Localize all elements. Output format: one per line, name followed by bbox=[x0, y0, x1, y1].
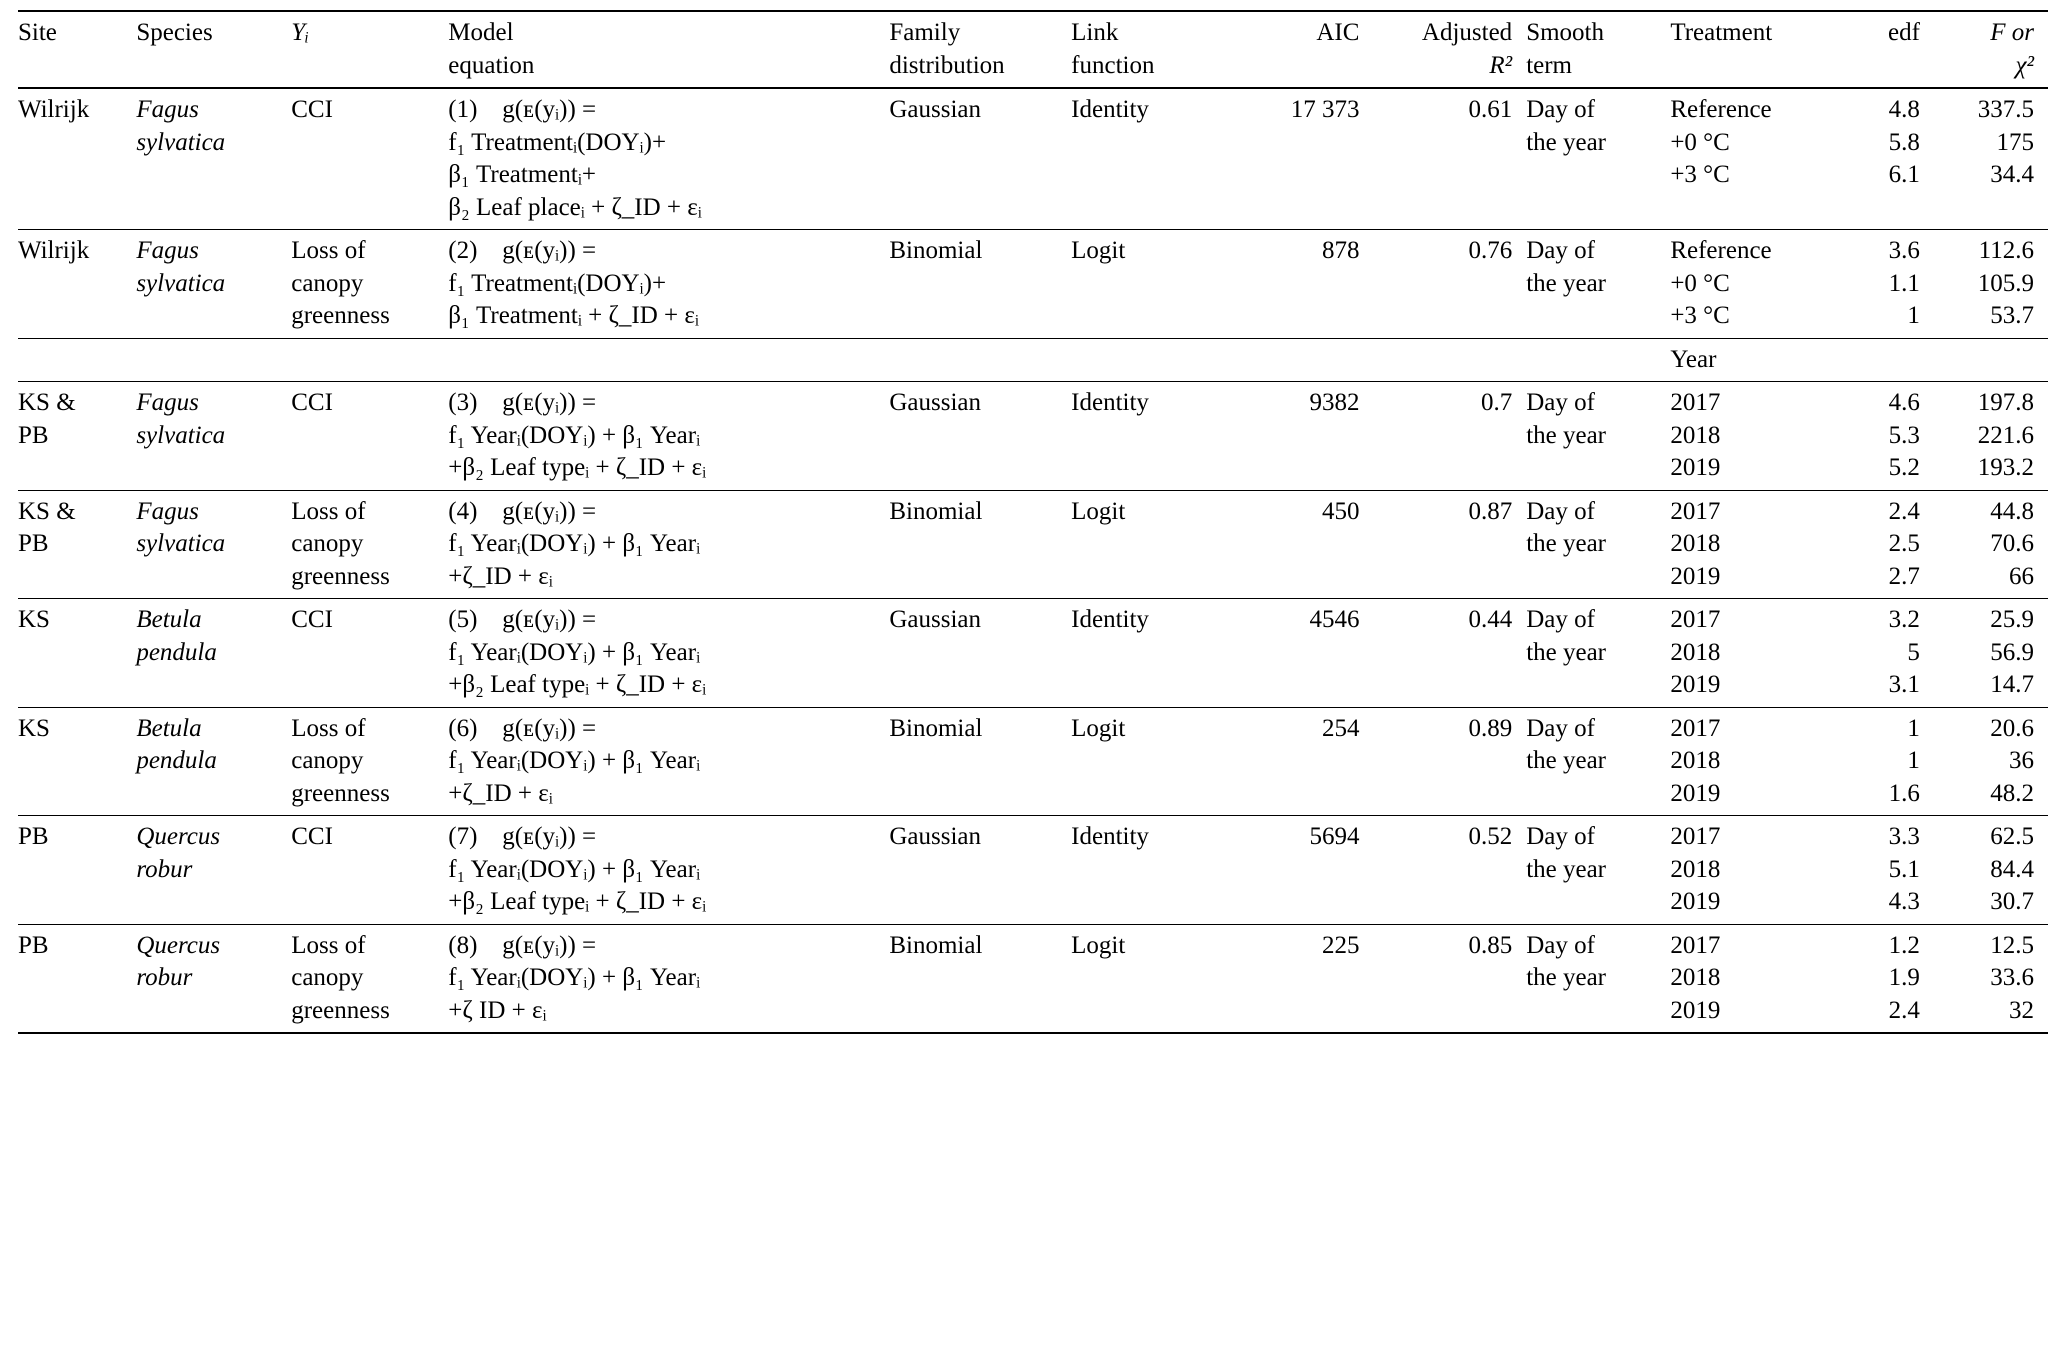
table-row bbox=[18, 230, 2048, 339]
cell-model-equation: (5) g(ᴇ(yᵢ)) = f₁ Yearᵢ(DOYᵢ) + β₁ Yearᵢ +β₂ Leaf typeᵢ + ζ_ID + εᵢ bbox=[448, 599, 889, 708]
column-header-family-line2: distribution bbox=[889, 51, 1005, 79]
table-row bbox=[18, 816, 2048, 925]
cell-edf: 4.6 5.3 5.2 bbox=[1841, 382, 1934, 491]
cell-site bbox=[18, 338, 136, 382]
cell-link bbox=[1071, 338, 1231, 382]
cell-f-statistic: 44.8 70.6 66 bbox=[1934, 490, 2048, 599]
cell-treatment: 2017 2018 2019 bbox=[1670, 490, 1841, 599]
cell-edf: 1.2 1.9 2.4 bbox=[1841, 924, 1934, 1033]
cell-smooth-term: Day of the year bbox=[1526, 382, 1670, 491]
equation-number: (3) bbox=[448, 389, 478, 416]
cell-r2: 0.7 bbox=[1373, 382, 1526, 491]
column-header-smooth bbox=[1526, 11, 1670, 88]
cell-treatment-group-label: Year bbox=[1670, 338, 1841, 382]
column-header-f-line1: F or bbox=[1990, 19, 2034, 46]
cell-model-equation: (6) g(ᴇ(yᵢ)) = f₁ Yearᵢ(DOYᵢ) + β₁ Yearᵢ +ζ_ID + εᵢ bbox=[448, 707, 889, 816]
cell-response-variable: Loss of canopy greenness bbox=[291, 490, 448, 599]
column-header-model-line2: equation bbox=[448, 51, 535, 79]
cell-edf: 3.3 5.1 4.3 bbox=[1841, 816, 1934, 925]
cell-species: Quercus robur bbox=[136, 924, 291, 1033]
column-header-link-line1: Link bbox=[1071, 19, 1119, 46]
cell-site: PB bbox=[18, 924, 136, 1033]
cell-model-equation: (7) g(ᴇ(yᵢ)) = f₁ Yearᵢ(DOYᵢ) + β₁ Yearᵢ +β₂ Leaf typeᵢ + ζ_ID + εᵢ bbox=[448, 816, 889, 925]
cell-f-statistic: 25.9 56.9 14.7 bbox=[1934, 599, 2048, 708]
cell-family bbox=[889, 338, 1071, 382]
column-header-yi: Yᵢ bbox=[291, 19, 310, 46]
cell-site: PB bbox=[18, 816, 136, 925]
cell-treatment: 2017 2018 2019 bbox=[1670, 924, 1841, 1033]
cell-r2: 0.76 bbox=[1373, 230, 1526, 339]
column-header-smooth-line2: term bbox=[1526, 51, 1573, 79]
cell-family: Binomial bbox=[889, 707, 1071, 816]
cell-treatment: Reference +0 °C +3 °C bbox=[1670, 230, 1841, 339]
table-row bbox=[18, 490, 2048, 599]
cell-response-variable: CCI bbox=[291, 382, 448, 491]
cell-aic: 9382 bbox=[1231, 382, 1373, 491]
cell-link: Logit bbox=[1071, 707, 1231, 816]
equation-number: (7) bbox=[448, 823, 478, 850]
table-row bbox=[18, 924, 2048, 1033]
cell-aic: 4546 bbox=[1231, 599, 1373, 708]
cell-family: Gaussian bbox=[889, 599, 1071, 708]
cell-r2: 0.89 bbox=[1373, 707, 1526, 816]
cell-aic: 17 373 bbox=[1290, 96, 1360, 123]
cell-link: Identity bbox=[1071, 382, 1231, 491]
cell-edf bbox=[1841, 338, 1934, 382]
cell-edf: 3.2 5 3.1 bbox=[1841, 599, 1934, 708]
cell-f-statistic: 112.6 105.9 53.7 bbox=[1934, 230, 2048, 339]
cell-response-variable: Loss of canopy greenness bbox=[291, 707, 448, 816]
equation-number: (8) bbox=[448, 931, 478, 959]
table-header-row bbox=[18, 11, 2048, 88]
cell-species: Quercus robur bbox=[136, 816, 291, 925]
cell-edf: 2.4 2.5 2.7 bbox=[1841, 490, 1934, 599]
column-header-r2 bbox=[1373, 11, 1526, 88]
cell-site: Wilrijk bbox=[18, 96, 90, 123]
table-body bbox=[18, 88, 2048, 1033]
cell-link: Identity bbox=[1071, 96, 1149, 123]
table-row bbox=[18, 88, 2048, 230]
cell-r2: 0.44 bbox=[1373, 599, 1526, 708]
cell-aic: 878 bbox=[1231, 230, 1373, 339]
cell-treatment: 2017 2018 2019 bbox=[1670, 707, 1841, 816]
column-header-r2-line1: Adjusted bbox=[1421, 19, 1513, 46]
cell-family: Gaussian bbox=[889, 382, 1071, 491]
column-header-species: Species bbox=[136, 19, 213, 46]
column-header-link-line2: function bbox=[1071, 51, 1155, 79]
table-subheader-row-year bbox=[18, 338, 2048, 382]
cell-aic: 225 bbox=[1231, 924, 1373, 1033]
column-header-edf: edf bbox=[1887, 19, 1920, 46]
cell-smooth-term: Day of the year bbox=[1526, 816, 1670, 925]
cell-f-statistic: 20.6 36 48.2 bbox=[1934, 707, 2048, 816]
column-header-family bbox=[889, 11, 1071, 88]
cell-edf: 4.8 5.8 6.1 bbox=[1888, 96, 1920, 188]
column-header-treatment: Treatment bbox=[1670, 19, 1773, 46]
cell-model-equation bbox=[448, 338, 889, 382]
cell-r2: 0.87 bbox=[1373, 490, 1526, 599]
cell-family: Binomial bbox=[889, 924, 1071, 1033]
cell-species: Fagus sylvatica bbox=[136, 490, 291, 599]
cell-model-equation: (3) g(ᴇ(yᵢ)) = f₁ Yearᵢ(DOYᵢ) + β₁ Yearᵢ +β₂ Leaf typeᵢ + ζ_ID + εᵢ bbox=[448, 382, 889, 491]
cell-model-equation: (4) g(ᴇ(yᵢ)) = f₁ Yearᵢ(DOYᵢ) + β₁ Yearᵢ +ζ_ID + εᵢ bbox=[448, 490, 889, 599]
cell-f-statistic: 12.5 33.6 32 bbox=[1934, 924, 2048, 1033]
column-header-aic: AIC bbox=[1316, 19, 1360, 46]
column-header-site: Site bbox=[18, 19, 57, 46]
cell-aic bbox=[1231, 338, 1373, 382]
column-header-model-line1: Model bbox=[448, 19, 514, 46]
equation-number: (1) bbox=[448, 96, 478, 123]
gam-models-table bbox=[18, 10, 2048, 1034]
cell-response-variable: CCI bbox=[291, 96, 333, 123]
cell-site: Wilrijk bbox=[18, 230, 136, 339]
equation-number: (5) bbox=[448, 606, 478, 633]
cell-f-statistic bbox=[1934, 338, 2048, 382]
cell-family: Gaussian bbox=[889, 816, 1071, 925]
cell-response-variable: Loss of canopy greenness bbox=[291, 230, 448, 339]
equation-number: (2) bbox=[448, 237, 478, 264]
column-header-f bbox=[1934, 11, 2048, 88]
cell-response-variable bbox=[291, 338, 448, 382]
cell-model-equation: (8) g(ᴇ(yᵢ)) = f₁ Yearᵢ(DOYᵢ) + β₁ Yearᵢ +ζ ID + εᵢ bbox=[448, 924, 889, 1033]
cell-response-variable: CCI bbox=[291, 599, 448, 708]
cell-link: Identity bbox=[1071, 816, 1231, 925]
column-header-smooth-line1: Smooth bbox=[1526, 19, 1604, 46]
table-row bbox=[18, 382, 2048, 491]
cell-f-statistic: 62.5 84.4 30.7 bbox=[1934, 816, 2048, 925]
cell-species: Betula pendula bbox=[136, 707, 291, 816]
cell-species-genus: Fagus bbox=[136, 96, 199, 123]
cell-response-variable: Loss of canopy greenness bbox=[291, 924, 448, 1033]
cell-link: Logit bbox=[1071, 924, 1231, 1033]
table-row bbox=[18, 599, 2048, 708]
cell-r2 bbox=[1373, 338, 1526, 382]
cell-link: Logit bbox=[1071, 230, 1231, 339]
cell-species bbox=[136, 88, 291, 230]
cell-family: Binomial bbox=[889, 230, 1071, 339]
equation-number: (6) bbox=[448, 714, 478, 742]
cell-smooth-term: Day of the year bbox=[1526, 230, 1670, 339]
table-header bbox=[18, 11, 2048, 88]
cell-link: Identity bbox=[1071, 599, 1231, 708]
cell-smooth-term: Day of the year bbox=[1526, 96, 1606, 156]
cell-response-variable: CCI bbox=[291, 816, 448, 925]
cell-f-statistic: 337.5 175 34.4 bbox=[1977, 96, 2034, 188]
cell-treatment: 2017 2018 2019 bbox=[1670, 816, 1841, 925]
cell-f-statistic: 197.8 221.6 193.2 bbox=[1934, 382, 2048, 491]
cell-species: Fagus sylvatica bbox=[136, 382, 291, 491]
cell-aic: 254 bbox=[1231, 707, 1373, 816]
cell-r2: 0.52 bbox=[1373, 816, 1526, 925]
cell-site: KS & PB bbox=[18, 382, 136, 491]
column-header-link bbox=[1071, 11, 1231, 88]
cell-treatment: 2017 2018 2019 bbox=[1670, 599, 1841, 708]
cell-species: Betula pendula bbox=[136, 599, 291, 708]
cell-edf: 3.6 1.1 1 bbox=[1841, 230, 1934, 339]
cell-smooth-term bbox=[1526, 338, 1670, 382]
cell-smooth-term: Day of the year bbox=[1526, 599, 1670, 708]
cell-edf: 1 1 1.6 bbox=[1841, 707, 1934, 816]
cell-species bbox=[136, 338, 291, 382]
column-header-model-equation bbox=[448, 11, 889, 88]
cell-smooth-term: Day of the year bbox=[1526, 707, 1670, 816]
column-header-f-line2: χ² bbox=[2015, 51, 2034, 79]
equation-number: (4) bbox=[448, 497, 478, 525]
cell-r2: 0.61 bbox=[1468, 96, 1513, 123]
cell-family: Binomial bbox=[889, 490, 1071, 599]
cell-smooth-term: Day of the year bbox=[1526, 490, 1670, 599]
cell-species-epithet: sylvatica bbox=[136, 128, 226, 156]
cell-site: KS bbox=[18, 599, 136, 708]
cell-aic: 5694 bbox=[1231, 816, 1373, 925]
cell-r2: 0.85 bbox=[1373, 924, 1526, 1033]
cell-aic: 450 bbox=[1231, 490, 1373, 599]
cell-family: Gaussian bbox=[889, 96, 982, 123]
cell-site: KS bbox=[18, 707, 136, 816]
cell-link: Logit bbox=[1071, 490, 1231, 599]
column-header-family-line1: Family bbox=[889, 19, 961, 46]
cell-smooth-term: Day of the year bbox=[1526, 924, 1670, 1033]
cell-treatment: Reference +0 °C +3 °C bbox=[1670, 96, 1772, 188]
cell-treatment: 2017 2018 2019 bbox=[1670, 382, 1841, 491]
cell-species: Fagus sylvatica bbox=[136, 230, 291, 339]
cell-model-equation: (1) g(ᴇ(yᵢ)) = f₁ Treatmentᵢ(DOYᵢ)+ β₁ Treatmentᵢ+ β₂ Leaf placeᵢ + ζ_ID + εᵢ bbox=[448, 96, 702, 221]
column-header-r2-line2: R² bbox=[1489, 51, 1513, 79]
table-row bbox=[18, 707, 2048, 816]
cell-model-equation: (2) g(ᴇ(yᵢ)) = f₁ Treatmentᵢ(DOYᵢ)+ β₁ Treatmentᵢ + ζ_ID + εᵢ bbox=[448, 230, 889, 339]
cell-site: KS & PB bbox=[18, 490, 136, 599]
